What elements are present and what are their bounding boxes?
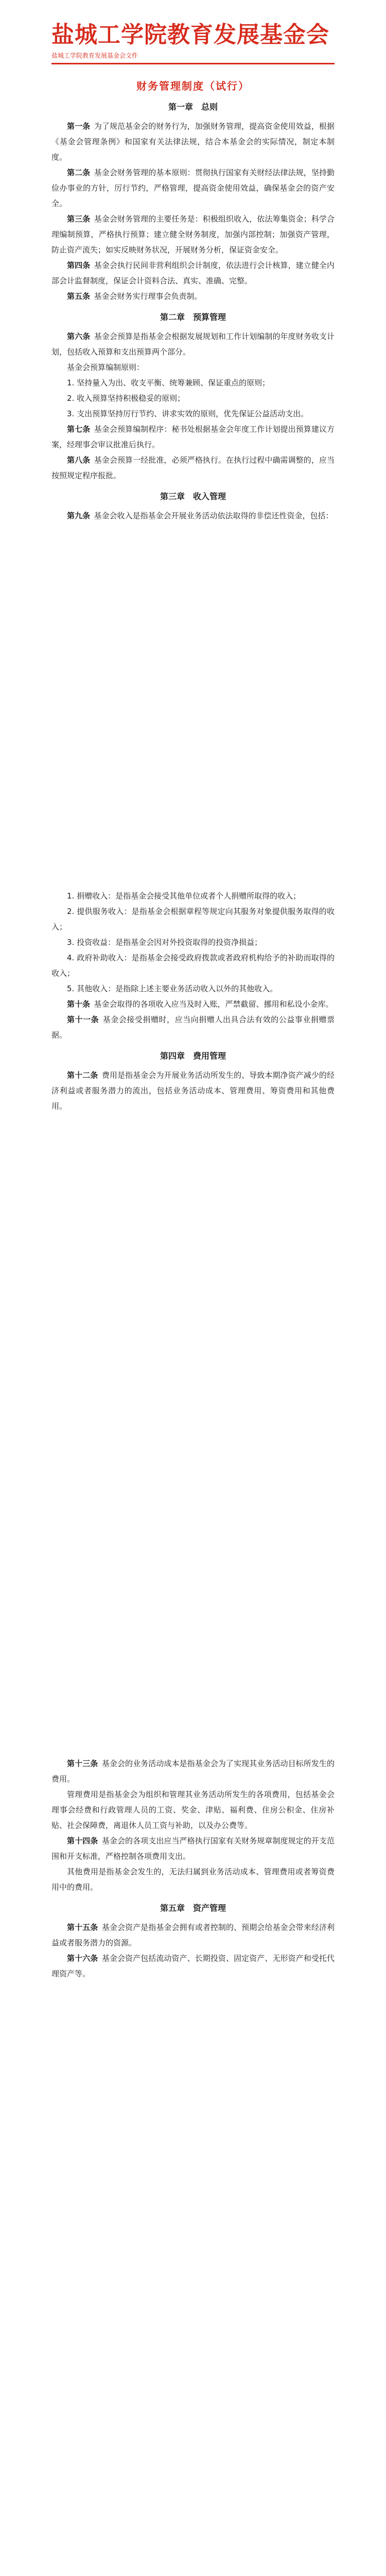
document-title: 财务管理制度（试行） (136, 80, 250, 92)
article-paragraph (51, 1012, 335, 1043)
list-item: 5. 其他收入：是指除上述主要业务活动收入以外的其他收入。 (67, 984, 278, 993)
article-text: 基金会财务管理的基本原则：贯彻执行国家有关财经法律法规，坚持勤俭办事业的方针，厉行节约，严格管理，提高资金使用效益，确保基金会的资产安全。 (51, 168, 335, 208)
article-label: 第十条 (67, 999, 91, 1009)
article-label: 第二条 (67, 168, 91, 177)
article-text: 基金会的各项支出应当严格执行国家有关财务规章制度规定的开支范围和开支标准，严格控制各项费用支出。 (51, 1836, 335, 1861)
chapter-heading: 第一章 总则 (168, 102, 218, 112)
organization-name: 盐城工学院教育发展基金会 (51, 22, 329, 48)
article-label: 第四条 (67, 261, 91, 270)
article-label: 第十四条 (67, 1836, 98, 1845)
article-text: 基金会执行民间非营利组织会计制度，依法进行会计核算，建立健全内部会计监督制度，保证会计资料合法、真实、准确、完整。 (51, 261, 335, 285)
article-paragraph (51, 1920, 335, 1951)
header-subtitle: 盐城工学院教育发展基金会文件 (51, 52, 138, 59)
article-text: 为了规范基金会的财务行为，加强财务管理，提高资金使用效益，根据《基金会管理条例》和国家有关法律法规，结合本基金会的实际情况，制定本制度。 (51, 122, 335, 162)
article-label: 第五条 (67, 292, 91, 301)
article-label: 第三条 (67, 214, 91, 224)
article-paragraph (51, 508, 335, 523)
article-text: 基金会财务实行理事会负责制。 (94, 292, 202, 301)
article-label: 第十六条 (67, 1954, 98, 1963)
article-paragraph (51, 329, 335, 360)
article-text: 基金会的业务活动成本是指基金会为了实现其业务活动目标所发生的费用。 (51, 1759, 335, 1784)
article-label: 第一条 (67, 122, 91, 131)
article-label: 第七条 (67, 425, 91, 434)
page-gap (0, 1722, 386, 1735)
list-item: 1. 坚持量入为出、收支平衡、统筹兼顾、保证重点的原则； (67, 378, 270, 387)
article-text: 基金会财务管理的主要任务是：积极组织收入，依法筹集资金；科学合理编制预算，严格执行预算；建立健全财务制度，加强内部控制；加强资产管理，防止资产流失；如实反映财务状况，开展财务分析，保证资金安全。 (51, 214, 335, 255)
paragraph: 其他费用是指基金会发生的，无法归属到业务活动成本、管理费用或者筹资费用中的费用。 (51, 1867, 335, 1892)
list-item: 1. 捐赠收入：是指基金会接受其他单位或者个人捐赠所取得的收入； (67, 891, 301, 901)
article-text: 基金会资产是指基金会拥有或者控制的、预期会给基金会带来经济利益或者服务潜力的资源。 (51, 1923, 335, 1947)
article-text: 费用是指基金会为开展业务活动所发生的、导致本期净资产减少的经济利益或者服务潜力的流出，包括业务活动成本、管理费用、筹资费用和其他费用。 (51, 1071, 335, 1111)
chapter-heading: 第五章 资产管理 (160, 1903, 226, 1913)
paragraph: 基金会预算编制原则： (67, 363, 145, 372)
chapter-heading: 第三章 收入管理 (160, 492, 226, 501)
article-paragraph (51, 211, 335, 258)
article-paragraph (51, 996, 335, 1012)
article-label: 第六条 (67, 332, 91, 341)
document-page-2 (0, 868, 386, 1722)
article-paragraph (51, 1833, 335, 1864)
list-item: 2. 收入预算坚持积极稳妥的原则； (67, 394, 185, 403)
article-paragraph (51, 452, 335, 483)
article-text: 基金会预算是指基金会根据发展规划和工作计划编制的年度财务收支计划，包括收入预算和支出预算两个部分。 (51, 332, 335, 357)
article-paragraph (51, 1756, 335, 1787)
list-item: 3. 投资收益：是指基金会因对外投资取得的投资净损益； (67, 938, 262, 947)
article-label: 第八条 (67, 455, 91, 465)
article-text: 基金会接受捐赠时，应当向捐赠人出具合法有效的公益事业捐赠票据。 (51, 1015, 335, 1040)
article-label: 第十一条 (67, 1015, 99, 1024)
article-text: 基金会收入是指基金会开展业务活动依法取得的非偿还性资金，包括： (94, 511, 334, 520)
chapter-heading: 第二章 预算管理 (160, 312, 226, 322)
article-label: 第十五条 (67, 1923, 98, 1932)
article-paragraph (51, 421, 335, 452)
document-page-1 (0, 0, 386, 854)
article-text: 基金会预算编制程序：秘书处根据基金会年度工作计划提出预算建议方案，经理事会审议批准后执行。 (51, 425, 335, 449)
paragraph: 管理费用是指基金会为组织和管理其业务活动所发生的各项费用，包括基金会理事会经费和行政管理人员的工资、奖金、津贴、福利费、住房公积金、住房补贴、社会保障费，离退休人员工资与补助，以及办公费等。 (51, 1790, 335, 1830)
article-text: 基金会资产包括流动资产、长期投资、固定资产、无形资产和受托代理资产等。 (51, 1954, 335, 1978)
article-paragraph (51, 1951, 335, 1981)
article-text: 基金会取得的各项收入应当及时入账，严禁截留、挪用和私设小金库。 (94, 999, 334, 1009)
article-paragraph (51, 289, 335, 304)
list-item: 2. 提供服务收入：是指基金会根据章程等规定向其服务对象提供服务取得的收入； (51, 907, 335, 931)
article-paragraph (51, 118, 335, 165)
document-page-3 (0, 1735, 386, 2576)
article-label: 第十二条 (67, 1071, 98, 1080)
article-text: 基金会预算一经批准，必须严格执行。在执行过程中确需调整的，应当按照规定程序报批。 (51, 455, 335, 480)
header-divider (51, 63, 335, 64)
list-item: 3. 支出预算坚持厉行节约、讲求实效的原则，优先保证公益活动支出。 (67, 409, 309, 418)
article-label: 第九条 (67, 511, 91, 520)
article-paragraph (51, 1067, 335, 1114)
article-paragraph (51, 258, 335, 289)
list-item: 4. 政府补助收入：是指基金会接受政府拨款或者政府机构给予的补助而取得的收入； (51, 953, 335, 978)
article-paragraph (51, 165, 335, 211)
article-label: 第十三条 (67, 1759, 98, 1768)
page-gap (0, 854, 386, 868)
chapter-heading: 第四章 费用管理 (160, 1051, 226, 1061)
